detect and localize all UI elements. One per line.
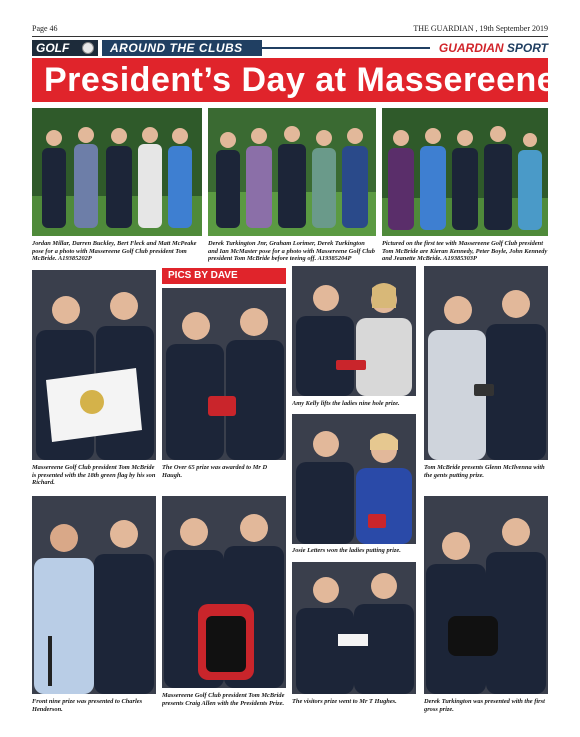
- photo-front-nine: [32, 496, 156, 694]
- caption-group-1: Jordan Millar, Darren Buckley, Bert Fleck and Matt McPeake pose for a photo with Massereene Golf Club president Tom McBride. A19385202P: [32, 240, 197, 263]
- caption-presidents-prize: Massereene Golf Club president Tom McBride presents Craig Allen with the Presidents Prize.: [162, 692, 285, 707]
- caption-group-3: Pictured on the first tee with Massereene Golf Club president Tom McBride are Kieran Kennedy, Peter Boyle, John Kennedy and Jeanette McBride. A19385303P: [382, 240, 548, 263]
- caption-amy-kelly: Amy Kelly lifts the ladies nine hole prize.: [292, 400, 400, 407]
- photo-amy-kelly: [292, 266, 416, 396]
- around-the-clubs-tag: AROUND THE CLUBS: [102, 40, 262, 56]
- caption-first-gross: Derek Turkington was presented with the first gross prize.: [424, 698, 545, 713]
- brand-logo: [439, 40, 548, 56]
- section-divider: [262, 47, 430, 49]
- page-number: Page 46: [32, 24, 58, 33]
- photo-flag-presentation: [32, 270, 156, 460]
- caption-flag-presentation: Massereene Golf Club president Tom McBride is presented with the 18th green flag by his son Richard.: [32, 464, 156, 487]
- photo-credit-label: PICS BY DAVE: [162, 268, 286, 284]
- photo-first-gross: [424, 496, 548, 694]
- publication-date: THE GUARDIAN , 19th September 2019: [413, 24, 548, 33]
- golf-section-tag: [32, 40, 98, 56]
- caption-over65-prize: The Over 65 prize was awarded to Mr D Haugh.: [162, 464, 268, 479]
- header-rule: [32, 36, 548, 37]
- golf-label: GOLF: [36, 41, 70, 55]
- photo-group-3: [382, 108, 548, 236]
- caption-front-nine: Front nine prize was presented to Charles Henderson.: [32, 698, 143, 713]
- photo-group-2: [208, 108, 376, 236]
- caption-visitors-prize: The visitors prize went to Mr T Hughes.: [292, 698, 397, 705]
- photo-visitors-prize: [292, 562, 416, 694]
- photo-josie-letters: [292, 414, 416, 544]
- headline-banner: President’s Day at Massereene: [32, 58, 548, 102]
- photo-presidents-prize: [162, 496, 286, 688]
- caption-group-2: Derek Turkington Jnr, Graham Lorimer, Derek Turkington and Ian McMaster pose for a photo with Massereene Golf Club president Tom McBride before teeing off. A19385204P: [208, 240, 375, 263]
- golf-ball-icon: [82, 42, 94, 54]
- brand-part2: SPORT: [506, 41, 548, 55]
- photo-over65-prize: [162, 288, 286, 460]
- photo-group-1: [32, 108, 202, 236]
- photo-glenn-putting: [424, 266, 548, 460]
- caption-glenn-putting: Tom McBride presents Glenn McIlvenna with the gents putting prize.: [424, 464, 545, 479]
- caption-josie-letters: Josie Letters won the ladies putting prize.: [292, 547, 401, 554]
- brand-part1: GUARDIAN: [438, 41, 504, 55]
